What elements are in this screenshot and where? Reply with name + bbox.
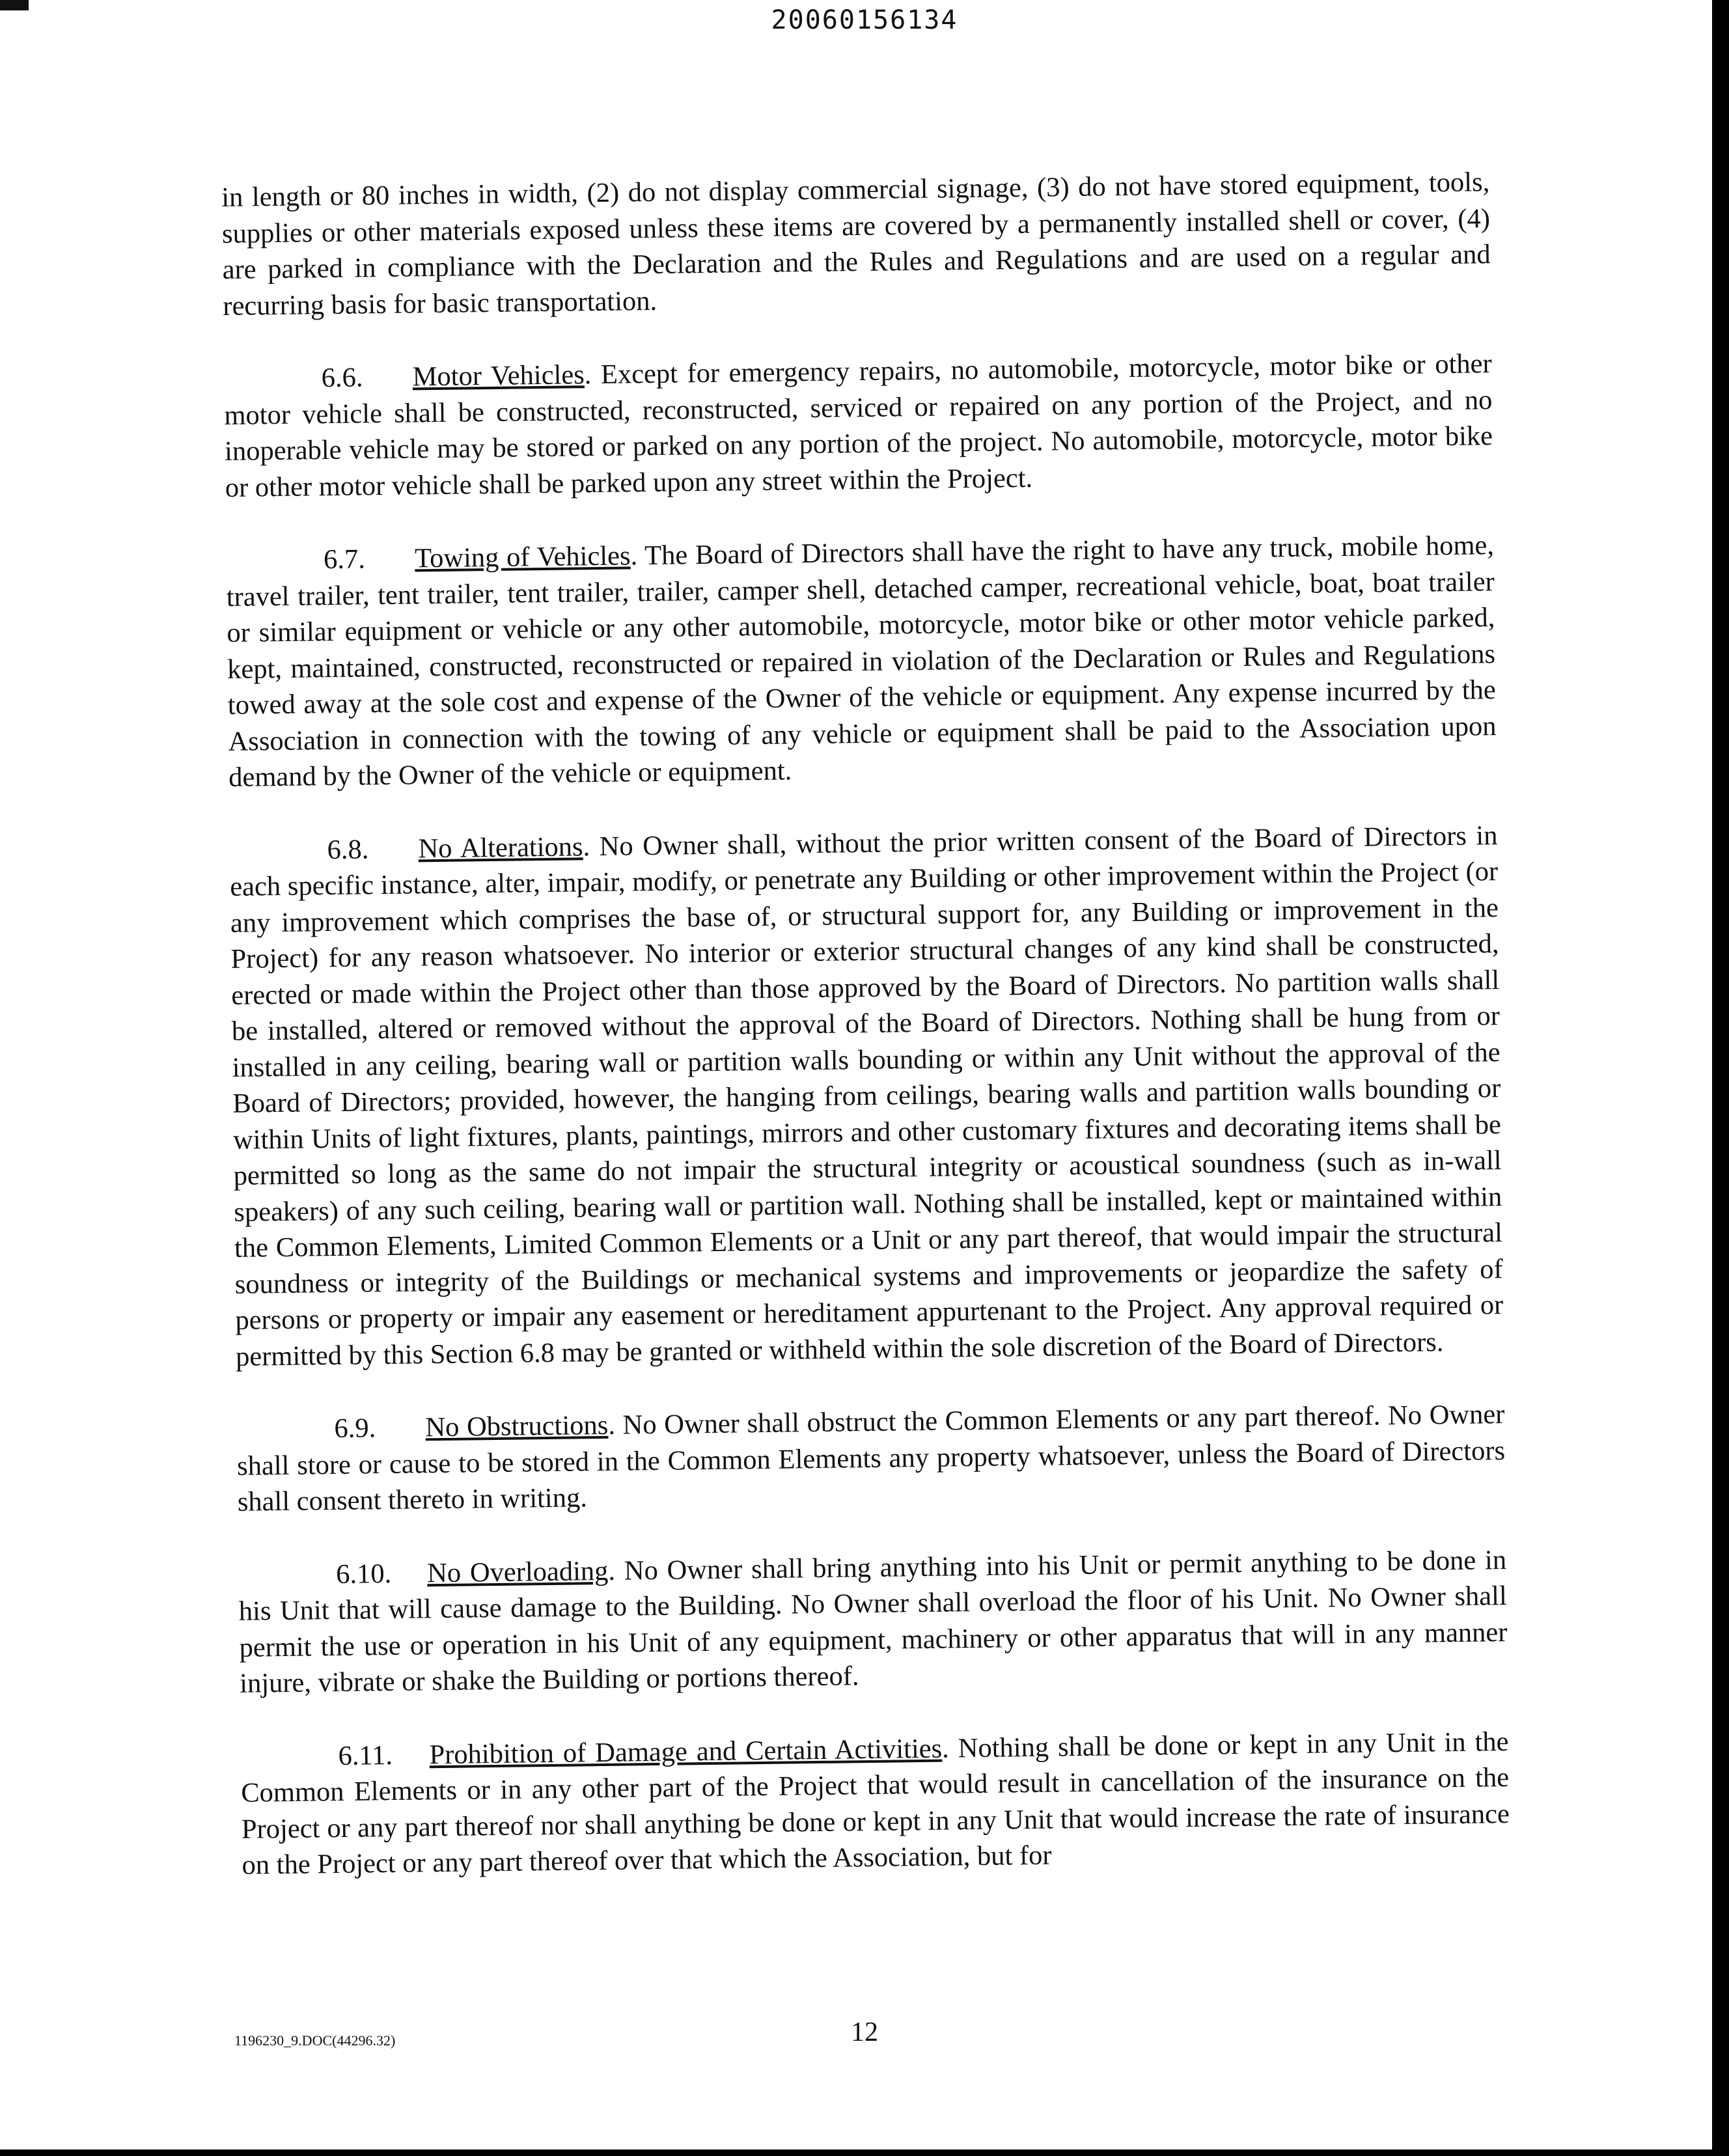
- scan-border-right: [1712, 0, 1729, 2156]
- section-6-6: [223, 346, 1493, 506]
- section-6-9: [236, 1396, 1506, 1520]
- paragraph-text: in length or 80 inches in width, (2) do not display commercial signage, (3) do not have stored equipment, tools, supplies or other materials exposed unless these items are covered by a permanently installed shell or cover, (4) are parked in compliance with the Declaration and the Rules and Regulations and are used on a regular and recurring basis for basic transportation.: [221, 167, 1491, 322]
- paragraph-text: . Except for emergency repairs, no automobile, motorcycle, motor bike or other motor vehicle shall be constructed, reconstructed, serviced or repaired on any portion of the Project, and no inoperable vehicle may be stored or parked on any portion of the project. No automobile, motorcycle, motor bike or other motor vehicle shall be parked upon any street within the Project.: [224, 348, 1493, 503]
- paragraph-text: . The Board of Directors shall have the right to have any truck, mobile home, travel trailer, tent trailer, tent trailer, trailer, camper shell, detached camper, recreational vehicle, boat, boat trailer or similar equipment or vehicle or any other automobile, motorcycle, motor bike or other motor vehicle parked, kept, maintained, constructed, reconstructed or repaired in violation of the Declaration or Rules and Regulations towed away at the sole cost and expense of the Owner of the vehicle or equipment. Any expense incurred by the Association in connection with the towing of any vehicle or equipment shall be paid to the Association upon demand by the Owner of the vehicle or equipment.: [226, 530, 1497, 793]
- section-6-11: [240, 1724, 1510, 1884]
- section-6-10: [238, 1542, 1508, 1702]
- section-title: No Obstructions: [425, 1409, 609, 1443]
- paragraph-text: . Nothing shall be done or kept in any Unit in the Common Elements or in any other part of the Project that would result in cancellation of the insurance on the Project or any part thereof nor shall anything be done or kept in any Unit that would increase the rate of insurance on the Project or any part thereof over that which the Association, but for: [240, 1726, 1510, 1881]
- section-number: 6.8.: [327, 833, 369, 865]
- section-number: 6.9.: [334, 1413, 376, 1444]
- section-title: No Overloading: [426, 1555, 609, 1588]
- page-number: 12: [851, 2017, 878, 2047]
- section-number: 6.7.: [323, 544, 366, 575]
- section-title: Motor Vehicles: [412, 359, 585, 393]
- section-number: 6.10.: [335, 1558, 392, 1590]
- section-number: 6.6.: [321, 362, 363, 394]
- section-title: Towing of Vehicles: [414, 540, 631, 574]
- paragraph-text: . No Owner shall obstruct the Common Elements or any part thereof. No Owner shall store or cause to be stored in the Common Elements any property whatsoever, unless the Board of Directors shall consent thereto in writing.: [236, 1399, 1506, 1517]
- paragraph-text: . No Owner shall, without the prior written consent of the Board of Directors in each specific instance, alter, impair, modify, or penetrate any Building or other improvement within the Project (or any improvement which comprises the base of, or structural support for, any Building or improvement in the Project) for any reason whatsoever. No interior or exterior structural changes of any kind shall be constructed, erected or made within the Project other than those approved by the Board of Directors. No partition walls shall be installed, altered or removed without the approval of the Board of Directors. Nothing shall be hung from or installed in any ceiling, bearing wall or partition walls bounding or within any Unit without the approval of the Board of Directors; provided, however, the hanging from ceilings, bearing walls and partition walls bounding or within Units of light fixtures, plants, paintings, mirrors and other customary fixtures and decorating items shall be permitted so long as the same do not impair the structural integrity or acoustical soundness (such as in-wall speakers) of any such ceiling, bearing wall or partition wall. Nothing shall be installed, kept or maintained within the Common Elements, Limited Common Elements or a Unit or any part thereof, that would impair the structural soundness or integrity of the Buildings or mechanical systems and improvements or jeopardize the safety of persons or property or impair any easement or hereditament appurtenant to the Project. Any approval required or permitted by this Section 6.8 may be granted or withheld within the sole discretion of the Board of Directors.: [229, 820, 1504, 1372]
- section-number: 6.11.: [338, 1739, 393, 1771]
- document-body: [221, 164, 1511, 1920]
- section-title: Prohibition of Damage and Certain Activities: [429, 1733, 943, 1770]
- section-6-8: [229, 818, 1504, 1375]
- footer-document-id: 1196230_9.DOC(44296.32): [234, 2032, 396, 2049]
- paragraph-continuation: [221, 164, 1491, 324]
- section-6-7: [226, 527, 1497, 795]
- paragraph-text: . No Owner shall bring anything into his Unit or permit anything to be done in his Unit that will cause damage to the Building. No Owner shall overload the floor of his Unit. No Owner shall permit the use or operation in his Unit of any equipment, machinery or other apparatus that will in any manner injure, vibrate or shake the Building or portions thereof.: [238, 1544, 1508, 1699]
- document-number: 20060156134: [771, 5, 958, 35]
- scan-border-bottom: [0, 2149, 1729, 2156]
- section-title: No Alterations: [418, 831, 583, 864]
